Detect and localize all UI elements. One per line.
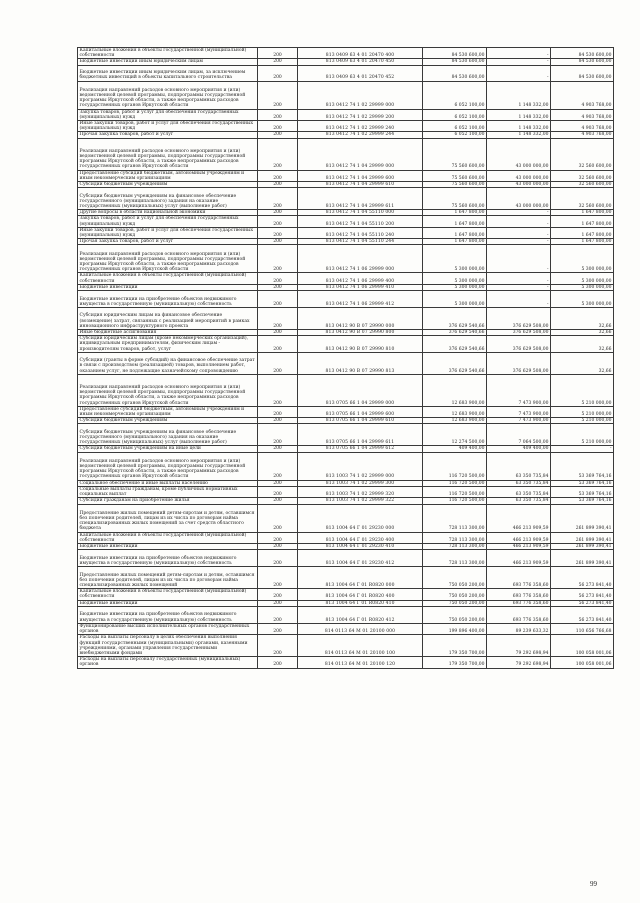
table-row bbox=[78, 81, 614, 109]
row-executed-amount: 376 629 508,00 bbox=[487, 336, 551, 353]
row-line-code: 200 bbox=[258, 182, 298, 188]
table-row bbox=[78, 374, 614, 406]
row-executed-amount: 1 148 332,00 bbox=[487, 132, 551, 138]
table-row bbox=[78, 308, 614, 330]
row-line-code: 200 bbox=[258, 330, 298, 336]
row-executed-amount: 693 776 358,60 bbox=[487, 589, 551, 600]
row-executed-amount: - bbox=[487, 48, 551, 59]
row-description: Субсидии бюджетным учреждениям на иные цели bbox=[78, 446, 258, 452]
row-unexecuted-amount: 56 273 841,40 bbox=[551, 606, 614, 623]
table-row bbox=[78, 109, 614, 120]
row-unexecuted-amount: 1 647 800,00 bbox=[551, 239, 614, 245]
row-budget-classification-code: 813 1003 74 1 02 29999 300 bbox=[298, 480, 423, 486]
row-unexecuted-amount: 261 899 390,41 bbox=[551, 532, 614, 543]
row-approved-amount: 750 050 200,00 bbox=[423, 567, 487, 589]
row-description: Бюджетные инвестиции bbox=[78, 543, 258, 549]
row-description: Социальные выплаты гражданам, кроме публичных нормативных социальных выплат bbox=[78, 486, 258, 497]
row-budget-classification-code: 813 0412 90 В 07 29990 000 bbox=[298, 308, 423, 330]
table-row bbox=[78, 550, 614, 567]
row-budget-classification-code: 813 1004 64 Г 01 R0820 000 bbox=[298, 567, 423, 589]
row-description: Бюджетные инвестиции иным юридическим лицам bbox=[78, 59, 258, 65]
row-description: Субсидии бюджетным учреждениям bbox=[78, 418, 258, 424]
row-budget-classification-code: 813 0409 63 4 01 20470 452 bbox=[298, 65, 423, 81]
row-unexecuted-amount: 32,66 bbox=[551, 336, 614, 353]
row-approved-amount: 12 683 900,00 bbox=[423, 406, 487, 417]
row-budget-classification-code: 813 1004 64 Г 01 R0820 412 bbox=[298, 606, 423, 623]
row-executed-amount: 63 350 735,84 bbox=[487, 452, 551, 480]
row-line-code: 200 bbox=[258, 600, 298, 606]
row-unexecuted-amount: 4 903 768,00 bbox=[551, 81, 614, 109]
row-approved-amount: 75 560 600,00 bbox=[423, 182, 487, 188]
row-approved-amount: 5 300 000,00 bbox=[423, 245, 487, 273]
row-description: Субсидии бюджетным учреждениям bbox=[78, 182, 258, 188]
row-unexecuted-amount: 5 300 000,00 bbox=[551, 245, 614, 273]
row-approved-amount: 84 530 600,00 bbox=[423, 48, 487, 59]
row-budget-classification-code: 813 0412 74 1 04 29999 610 bbox=[298, 182, 423, 188]
row-description: Иные закупки товаров, работ и услуг для обеспечения государственных (муниципальных) нужд bbox=[78, 121, 258, 132]
row-line-code: 200 bbox=[258, 446, 298, 452]
row-approved-amount: 116 720 500,00 bbox=[423, 452, 487, 480]
row-approved-amount: 376 629 540,66 bbox=[423, 308, 487, 330]
row-approved-amount: 750 050 200,00 bbox=[423, 589, 487, 600]
row-unexecuted-amount: 32 560 600,00 bbox=[551, 188, 614, 210]
row-description: Реализация направлений расходов основного мероприятия и (или) ведомственной целевой программы, подпрограммы государственной программы Иркутской области, а также непрограммных расходов государственных органов Иркутской области bbox=[78, 245, 258, 273]
row-budget-classification-code: 813 1004 64 Г 01 R0820 410 bbox=[298, 600, 423, 606]
table-row bbox=[78, 121, 614, 132]
row-executed-amount: 79 292 698,94 bbox=[487, 657, 551, 668]
table-row bbox=[78, 65, 614, 81]
row-line-code: 200 bbox=[258, 227, 298, 238]
row-description: Капитальные вложения в объекты государственной (муниципальной) собственности bbox=[78, 532, 258, 543]
row-unexecuted-amount: 100 058 001,06 bbox=[551, 657, 614, 668]
row-line-code: 200 bbox=[258, 239, 298, 245]
row-line-code: 200 bbox=[258, 532, 298, 543]
budget-execution-table bbox=[77, 47, 614, 669]
row-unexecuted-amount: 110 656 766,68 bbox=[551, 623, 614, 634]
table-row bbox=[78, 504, 614, 532]
row-line-code: 200 bbox=[258, 480, 298, 486]
row-executed-amount: 466 213 909,59 bbox=[487, 532, 551, 543]
row-line-code: 200 bbox=[258, 623, 298, 634]
row-approved-amount: 75 560 600,00 bbox=[423, 188, 487, 210]
row-unexecuted-amount: 1 647 800,00 bbox=[551, 216, 614, 227]
table-row bbox=[78, 480, 614, 486]
row-description: Предоставление субсидий бюджетным, автономным учреждениям и иным некоммерческим организациям bbox=[78, 170, 258, 181]
row-executed-amount: 7 473 900,00 bbox=[487, 418, 551, 424]
row-budget-classification-code: 813 0412 74 1 06 29999 000 bbox=[298, 245, 423, 273]
table-row bbox=[78, 452, 614, 480]
row-unexecuted-amount: 1 647 800,00 bbox=[551, 227, 614, 238]
row-approved-amount: 1 647 800,00 bbox=[423, 239, 487, 245]
row-executed-amount: - bbox=[487, 291, 551, 308]
row-approved-amount: 84 530 600,00 bbox=[423, 65, 487, 81]
row-budget-classification-code: 813 1003 74 1 02 29999 000 bbox=[298, 452, 423, 480]
row-line-code: 200 bbox=[258, 273, 298, 284]
row-approved-amount: 376 629 540,66 bbox=[423, 330, 487, 336]
row-executed-amount: 79 292 698,94 bbox=[487, 635, 551, 657]
row-unexecuted-amount: 84 530 600,00 bbox=[551, 59, 614, 65]
row-unexecuted-amount: 53 369 764,16 bbox=[551, 480, 614, 486]
table-row bbox=[78, 132, 614, 138]
row-unexecuted-amount: 5 210 000,00 bbox=[551, 374, 614, 406]
row-approved-amount: 750 050 200,00 bbox=[423, 600, 487, 606]
row-description: Другие вопросы в области национальной экономики bbox=[78, 210, 258, 216]
row-description: Капитальные вложения в объекты государственной (муниципальной) собственности bbox=[78, 589, 258, 600]
row-description: Функционирование высших исполнительных органов государственных органов bbox=[78, 623, 258, 634]
row-unexecuted-amount: 84 530 600,00 bbox=[551, 48, 614, 59]
row-line-code: 200 bbox=[258, 424, 298, 446]
row-budget-classification-code: 814 0113 64 М 01 20100 120 bbox=[298, 657, 423, 668]
row-executed-amount: 466 213 909,59 bbox=[487, 504, 551, 532]
row-approved-amount: 376 629 540,66 bbox=[423, 352, 487, 374]
table-row bbox=[78, 170, 614, 181]
row-executed-amount: - bbox=[487, 216, 551, 227]
row-description: Капитальные вложения в объекты государственной (муниципальной) собственности bbox=[78, 48, 258, 59]
row-description: Бюджетные инвестиции иным юридическим лицам, за исключением бюджетных инвестиций в объекты капитального строительства bbox=[78, 65, 258, 81]
row-line-code: 200 bbox=[258, 336, 298, 353]
row-executed-amount: 376 629 508,00 bbox=[487, 352, 551, 374]
row-line-code: 200 bbox=[258, 284, 298, 290]
row-unexecuted-amount: 4 903 768,00 bbox=[551, 109, 614, 120]
row-executed-amount: - bbox=[487, 227, 551, 238]
row-unexecuted-amount: 5 300 000,00 bbox=[551, 284, 614, 290]
row-line-code: 200 bbox=[258, 132, 298, 138]
table-row bbox=[78, 291, 614, 308]
row-description: Закупка товаров, работ и услуг для обеспечения государственных (муниципальных) нужд bbox=[78, 109, 258, 120]
table-row bbox=[78, 498, 614, 504]
row-budget-classification-code: 813 0412 90 В 07 29990 813 bbox=[298, 352, 423, 374]
row-description: Субсидии юридическим лицам (кроме некоммерческих организаций), индивидуальным предпринимателям, физическим лицам - производителям товаров, работ, услуг bbox=[78, 336, 258, 353]
row-line-code: 200 bbox=[258, 635, 298, 657]
row-description: Субсидии (гранты в форме субсидий) на финансовое обеспечение затрат в связи с производством (реализацией) товаров, выполнением работ, оказанием услуг, не подлежащие казначейскому сопровождению bbox=[78, 352, 258, 374]
row-budget-classification-code: 814 0113 64 М 01 20100 000 bbox=[298, 623, 423, 634]
row-budget-classification-code: 813 0412 74 1 06 29999 410 bbox=[298, 284, 423, 290]
row-description: Предоставление жилых помещений детям-сиротам и детям, оставшимся без попечения родителей, лицам из их числа по договорам найма специализированных жилых помещений bbox=[78, 567, 258, 589]
row-approved-amount: 728 113 300,00 bbox=[423, 543, 487, 549]
row-unexecuted-amount: 261 899 390,41 bbox=[551, 504, 614, 532]
row-unexecuted-amount: 5 300 000,00 bbox=[551, 291, 614, 308]
table-row bbox=[78, 623, 614, 634]
row-unexecuted-amount: 32,66 bbox=[551, 352, 614, 374]
row-budget-classification-code: 813 0705 66 1 04 29999 000 bbox=[298, 374, 423, 406]
row-unexecuted-amount: 84 530 600,00 bbox=[551, 65, 614, 81]
page-number: 99 bbox=[590, 880, 597, 888]
row-approved-amount: 1 647 800,00 bbox=[423, 210, 487, 216]
row-unexecuted-amount: 53 369 764,16 bbox=[551, 452, 614, 480]
row-budget-classification-code: 813 0412 74 1 06 29999 412 bbox=[298, 291, 423, 308]
row-description: Иные бюджетные ассигнования bbox=[78, 330, 258, 336]
row-description: Иные закупки товаров, работ и услуг для обеспечения государственных (муниципальных) нужд bbox=[78, 227, 258, 238]
row-executed-amount: 43 000 000,00 bbox=[487, 182, 551, 188]
row-line-code: 200 bbox=[258, 138, 298, 170]
table-row bbox=[78, 406, 614, 417]
row-description: Бюджетные инвестиции на приобретение объектов недвижимого имущества в государственную (муниципальную) собственность bbox=[78, 291, 258, 308]
row-line-code: 200 bbox=[258, 81, 298, 109]
table-row bbox=[78, 532, 614, 543]
row-executed-amount: 466 213 909,59 bbox=[487, 543, 551, 549]
row-executed-amount: 376 629 508,00 bbox=[487, 308, 551, 330]
row-executed-amount: - bbox=[487, 245, 551, 273]
row-budget-classification-code: 813 0412 74 1 06 29999 400 bbox=[298, 273, 423, 284]
row-line-code: 200 bbox=[258, 109, 298, 120]
row-approved-amount: 12 683 900,00 bbox=[423, 418, 487, 424]
row-line-code: 200 bbox=[258, 504, 298, 532]
row-executed-amount: 63 350 735,84 bbox=[487, 486, 551, 497]
row-line-code: 200 bbox=[258, 418, 298, 424]
row-executed-amount: 466 213 909,59 bbox=[487, 550, 551, 567]
row-line-code: 200 bbox=[258, 65, 298, 81]
table-row bbox=[78, 486, 614, 497]
row-description: Социальное обеспечение и иные выплаты населению bbox=[78, 480, 258, 486]
row-line-code: 200 bbox=[258, 550, 298, 567]
row-unexecuted-amount: 56 273 841,40 bbox=[551, 589, 614, 600]
row-budget-classification-code: 813 0412 74 1 02 29999 244 bbox=[298, 132, 423, 138]
row-budget-classification-code: 813 0412 74 1 02 29999 200 bbox=[298, 109, 423, 120]
row-description: Бюджетные инвестиции на приобретение объектов недвижимого имущества в государственную (муниципальную) собственность bbox=[78, 606, 258, 623]
row-approved-amount: 728 113 300,00 bbox=[423, 532, 487, 543]
row-unexecuted-amount: 56 273 841,40 bbox=[551, 600, 614, 606]
row-line-code: 200 bbox=[258, 59, 298, 65]
row-description: Капитальные вложения в объекты государственной (муниципальной) собственности bbox=[78, 273, 258, 284]
row-executed-amount: 693 776 358,60 bbox=[487, 600, 551, 606]
table-row bbox=[78, 48, 614, 59]
row-description: Расходы на выплаты персоналу в целях обеспечения выполнения функций государственными (муниципальными) органами, казенными учреждениями, органами управления государственными внебюджетными фондами bbox=[78, 635, 258, 657]
row-budget-classification-code: 813 1004 64 Г 01 29230 400 bbox=[298, 532, 423, 543]
row-unexecuted-amount: 5 300 000,00 bbox=[551, 273, 614, 284]
row-approved-amount: 6 052 100,00 bbox=[423, 81, 487, 109]
row-line-code: 200 bbox=[258, 188, 298, 210]
row-approved-amount: 6 052 100,00 bbox=[423, 109, 487, 120]
row-line-code: 200 bbox=[258, 486, 298, 497]
row-budget-classification-code: 813 0705 66 1 04 29999 612 bbox=[298, 446, 423, 452]
row-budget-classification-code: 813 0412 74 1 04 29999 600 bbox=[298, 170, 423, 181]
row-unexecuted-amount: - bbox=[551, 446, 614, 452]
row-approved-amount: 75 560 600,00 bbox=[423, 170, 487, 181]
row-approved-amount: 116 720 500,00 bbox=[423, 498, 487, 504]
row-line-code: 200 bbox=[258, 352, 298, 374]
row-budget-classification-code: 813 0412 74 1 04 55110 200 bbox=[298, 216, 423, 227]
row-budget-classification-code: 813 0412 74 1 04 29999 611 bbox=[298, 188, 423, 210]
table-row bbox=[78, 273, 614, 284]
row-budget-classification-code: 813 0412 74 1 02 29999 000 bbox=[298, 81, 423, 109]
row-approved-amount: 12 274 500,00 bbox=[423, 424, 487, 446]
table-row bbox=[78, 424, 614, 446]
table-row bbox=[78, 567, 614, 589]
row-budget-classification-code: 813 0412 74 1 04 29999 000 bbox=[298, 138, 423, 170]
row-unexecuted-amount: 5 210 000,00 bbox=[551, 424, 614, 446]
row-description: Субсидии бюджетным учреждениям на финансовое обеспечение государственного (муниципального) задания на оказание государственных (муниципальных) услуг (выполнение работ) bbox=[78, 188, 258, 210]
table-row bbox=[78, 216, 614, 227]
row-approved-amount: 5 300 000,00 bbox=[423, 284, 487, 290]
table-row bbox=[78, 589, 614, 600]
row-line-code: 200 bbox=[258, 406, 298, 417]
table-row bbox=[78, 182, 614, 188]
row-unexecuted-amount: 32 560 600,00 bbox=[551, 170, 614, 181]
row-executed-amount: 63 350 735,84 bbox=[487, 498, 551, 504]
row-description: Прочая закупка товаров, работ и услуг bbox=[78, 239, 258, 245]
row-approved-amount: 84 530 600,00 bbox=[423, 59, 487, 65]
table-row bbox=[78, 606, 614, 623]
row-approved-amount: 1 647 800,00 bbox=[423, 227, 487, 238]
row-approved-amount: 75 560 600,00 bbox=[423, 138, 487, 170]
row-budget-classification-code: 813 0705 66 1 04 29999 600 bbox=[298, 406, 423, 417]
row-budget-classification-code: 813 1003 74 1 02 29999 320 bbox=[298, 486, 423, 497]
table-row bbox=[78, 245, 614, 273]
row-description: Реализация направлений расходов основного мероприятия и (или) ведомственной целевой программы, подпрограммы государственной программы Иркутской области, а также непрограммных расходов государственных органов Иркутской области bbox=[78, 374, 258, 406]
row-approved-amount: 376 629 540,66 bbox=[423, 336, 487, 353]
row-budget-classification-code: 813 1004 64 Г 01 R0820 400 bbox=[298, 589, 423, 600]
row-budget-classification-code: 813 0705 66 1 04 29999 611 bbox=[298, 424, 423, 446]
row-budget-classification-code: 813 0412 74 1 04 55110 244 bbox=[298, 239, 423, 245]
row-executed-amount: 693 776 358,60 bbox=[487, 606, 551, 623]
row-executed-amount: 1 148 332,00 bbox=[487, 81, 551, 109]
row-executed-amount: - bbox=[487, 284, 551, 290]
row-line-code: 200 bbox=[258, 210, 298, 216]
row-executed-amount: 43 000 000,00 bbox=[487, 188, 551, 210]
row-executed-amount: 7 064 500,00 bbox=[487, 424, 551, 446]
row-executed-amount: - bbox=[487, 273, 551, 284]
row-unexecuted-amount: 100 058 001,06 bbox=[551, 635, 614, 657]
table-row bbox=[78, 418, 614, 424]
row-executed-amount: 1 148 332,00 bbox=[487, 109, 551, 120]
row-description: Реализация направлений расходов основного мероприятия и (или) ведомственной целевой программы, подпрограммы государственной программы Иркутской области, а также непрограммных расходов государственных органов Иркутской области bbox=[78, 452, 258, 480]
row-description: Реализация направлений расходов основного мероприятия и (или) ведомственной целевой программы, подпрограммы государственной программы Иркутской области, а также непрограммных расходов государственных органов Иркутской области bbox=[78, 81, 258, 109]
row-line-code: 200 bbox=[258, 48, 298, 59]
row-unexecuted-amount: 32,66 bbox=[551, 330, 614, 336]
row-line-code: 200 bbox=[258, 543, 298, 549]
row-budget-classification-code: 813 1004 64 Г 01 29230 412 bbox=[298, 550, 423, 567]
row-executed-amount: - bbox=[487, 239, 551, 245]
row-approved-amount: 12 683 900,00 bbox=[423, 374, 487, 406]
row-unexecuted-amount: 1 647 800,00 bbox=[551, 210, 614, 216]
row-description: Субсидии бюджетным учреждениям на финансовое обеспечение государственного (муниципального) задания на оказание государственных (муниципальных) услуг (выполнение работ) bbox=[78, 424, 258, 446]
row-line-code: 200 bbox=[258, 121, 298, 132]
row-budget-classification-code: 813 0412 74 1 02 29999 240 bbox=[298, 121, 423, 132]
row-unexecuted-amount: 4 903 768,00 bbox=[551, 121, 614, 132]
row-executed-amount: 89 239 633,32 bbox=[487, 623, 551, 634]
row-unexecuted-amount: 53 369 764,16 bbox=[551, 498, 614, 504]
row-executed-amount: 7 473 900,00 bbox=[487, 374, 551, 406]
table-row bbox=[78, 138, 614, 170]
row-approved-amount: 750 050 200,00 bbox=[423, 606, 487, 623]
row-description: Субсидия юридическим лицам на финансовое обеспечение (возмещение) затрат, связанных с реализацией мероприятий в рамках инновационного инфраструктурного проекта bbox=[78, 308, 258, 330]
row-executed-amount: 693 776 358,60 bbox=[487, 567, 551, 589]
row-description: Бюджетные инвестиции на приобретение объектов недвижимого имущества в государственную (муниципальную) собственность bbox=[78, 550, 258, 567]
row-unexecuted-amount: 32,66 bbox=[551, 308, 614, 330]
row-line-code: 200 bbox=[258, 291, 298, 308]
row-budget-classification-code: 813 0412 90 В 07 29990 810 bbox=[298, 336, 423, 353]
row-budget-classification-code: 813 1004 64 Г 01 29230 410 bbox=[298, 543, 423, 549]
row-budget-classification-code: 813 1004 64 Г 01 29230 000 bbox=[298, 504, 423, 532]
row-unexecuted-amount: 261 899 390,41 bbox=[551, 543, 614, 549]
row-approved-amount: 6 052 100,00 bbox=[423, 132, 487, 138]
row-description: Реализация направлений расходов основного мероприятия и (или) ведомственной целевой программы, подпрограммы государственной программы Иркутской области, а также непрограммных расходов государственных органов Иркутской области bbox=[78, 138, 258, 170]
row-executed-amount: 43 000 000,00 bbox=[487, 138, 551, 170]
row-approved-amount: 116 720 500,00 bbox=[423, 486, 487, 497]
row-approved-amount: 179 350 700,00 bbox=[423, 635, 487, 657]
row-description: Бюджетные инвестиции bbox=[78, 284, 258, 290]
row-line-code: 200 bbox=[258, 170, 298, 181]
table-row bbox=[78, 635, 614, 657]
row-executed-amount: 63 350 735,84 bbox=[487, 480, 551, 486]
row-line-code: 200 bbox=[258, 452, 298, 480]
row-executed-amount: - bbox=[487, 59, 551, 65]
row-budget-classification-code: 813 0412 74 1 04 55110 240 bbox=[298, 227, 423, 238]
row-line-code: 200 bbox=[258, 589, 298, 600]
row-description: Расходы на выплаты персоналу государственных (муниципальных) органов bbox=[78, 657, 258, 668]
row-description: Субсидии гражданам на приобретение жилья bbox=[78, 498, 258, 504]
row-line-code: 200 bbox=[258, 567, 298, 589]
row-unexecuted-amount: 32 560 600,00 bbox=[551, 138, 614, 170]
row-unexecuted-amount: 261 899 390,41 bbox=[551, 550, 614, 567]
row-line-code: 200 bbox=[258, 498, 298, 504]
row-description: Предоставление жилых помещений детям-сиротам и детям, оставшимся без попечения родителей, лицам из их числа по договорам найма специализированных жилых помещений за счет средств областного бюджета bbox=[78, 504, 258, 532]
row-approved-amount: 5 300 000,00 bbox=[423, 273, 487, 284]
row-unexecuted-amount: 5 210 000,00 bbox=[551, 418, 614, 424]
row-line-code: 200 bbox=[258, 374, 298, 406]
row-budget-classification-code: 813 0705 66 1 04 29999 610 bbox=[298, 418, 423, 424]
row-executed-amount: - bbox=[487, 65, 551, 81]
row-executed-amount: 409 400,00 bbox=[487, 446, 551, 452]
row-executed-amount: 1 148 332,00 bbox=[487, 121, 551, 132]
row-approved-amount: 728 113 300,00 bbox=[423, 504, 487, 532]
row-approved-amount: 5 300 000,00 bbox=[423, 291, 487, 308]
row-unexecuted-amount: 32 560 600,00 bbox=[551, 182, 614, 188]
row-approved-amount: 728 113 300,00 bbox=[423, 550, 487, 567]
table-row bbox=[78, 657, 614, 668]
table-body bbox=[78, 48, 614, 669]
row-approved-amount: 199 896 400,00 bbox=[423, 623, 487, 634]
table-row bbox=[78, 352, 614, 374]
row-approved-amount: 6 052 100,00 bbox=[423, 121, 487, 132]
row-budget-classification-code: 813 0409 63 4 01 20470 450 bbox=[298, 59, 423, 65]
row-description: Бюджетные инвестиции bbox=[78, 600, 258, 606]
row-line-code: 200 bbox=[258, 245, 298, 273]
table-row bbox=[78, 227, 614, 238]
row-executed-amount: 43 000 000,00 bbox=[487, 170, 551, 181]
row-executed-amount: 376 629 508,00 bbox=[487, 330, 551, 336]
row-line-code: 200 bbox=[258, 606, 298, 623]
row-executed-amount: - bbox=[487, 210, 551, 216]
row-budget-classification-code: 813 0409 63 4 01 20470 400 bbox=[298, 48, 423, 59]
row-unexecuted-amount: 53 369 764,16 bbox=[551, 486, 614, 497]
row-budget-classification-code: 813 1003 74 1 02 29999 322 bbox=[298, 498, 423, 504]
row-description: Прочая закупка товаров, работ и услуг bbox=[78, 132, 258, 138]
row-approved-amount: 1 647 800,00 bbox=[423, 216, 487, 227]
row-description: Закупка товаров, работ и услуг для обеспечения государственных (муниципальных) нужд bbox=[78, 216, 258, 227]
row-unexecuted-amount: 4 903 768,00 bbox=[551, 132, 614, 138]
row-approved-amount: 116 720 500,00 bbox=[423, 480, 487, 486]
row-line-code: 200 bbox=[258, 657, 298, 668]
row-line-code: 200 bbox=[258, 216, 298, 227]
row-executed-amount: 7 473 900,00 bbox=[487, 406, 551, 417]
row-approved-amount: 409 400,00 bbox=[423, 446, 487, 452]
table-row bbox=[78, 188, 614, 210]
table-row bbox=[78, 336, 614, 353]
row-budget-classification-code: 813 0412 74 1 04 55110 000 bbox=[298, 210, 423, 216]
row-unexecuted-amount: 56 273 841,40 bbox=[551, 567, 614, 589]
row-budget-classification-code: 813 0412 90 В 07 29990 800 bbox=[298, 330, 423, 336]
row-description: Предоставление субсидий бюджетным, автономным учреждениям и иным некоммерческим организациям bbox=[78, 406, 258, 417]
row-budget-classification-code: 814 0113 64 М 01 20100 100 bbox=[298, 635, 423, 657]
row-approved-amount: 179 350 700,00 bbox=[423, 657, 487, 668]
row-line-code: 200 bbox=[258, 308, 298, 330]
row-unexecuted-amount: 5 210 000,00 bbox=[551, 406, 614, 417]
table-row bbox=[78, 446, 614, 452]
